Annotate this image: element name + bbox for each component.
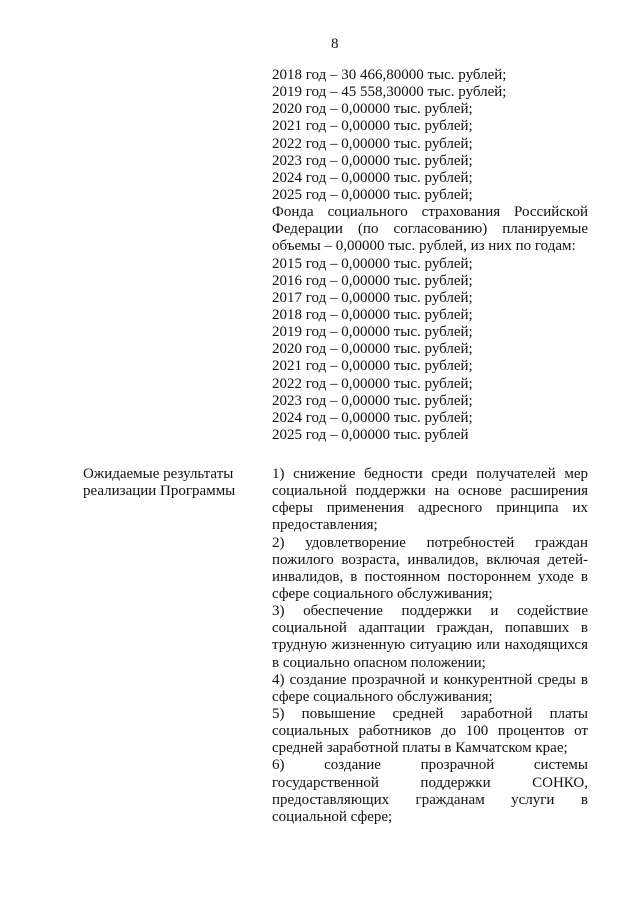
funding-year-line: 2024 год – 0,00000 тыс. рублей; xyxy=(272,169,473,186)
funding-block xyxy=(272,67,588,444)
result-item-line: сферы применения адресного принципа их xyxy=(272,500,588,517)
result-item-line: 2) удовлетворение потребностей граждан xyxy=(272,534,588,551)
result-item-line: социальных работников до 100 процентов от xyxy=(272,723,588,740)
page-number: 8 xyxy=(331,36,339,52)
fss-year-line: 2023 год – 0,00000 тыс. рублей; xyxy=(272,392,473,409)
label-line: Ожидаемые результаты xyxy=(83,466,234,482)
fss-year-line: 2016 год – 0,00000 тыс. рублей; xyxy=(272,272,473,289)
result-item-line: социальной поддержки на основе расширения xyxy=(272,483,588,500)
result-item xyxy=(272,466,588,535)
fss-intro-line: объемы – 0,00000 тыс. рублей, из них по годам: xyxy=(272,238,576,255)
result-item-line: 1) снижение бедности среди получателей мер xyxy=(272,466,588,482)
result-item-line: предоставляющих гражданам услуги в xyxy=(272,791,588,808)
funding-year-line: 2021 год – 0,00000 тыс. рублей; xyxy=(272,118,473,135)
result-item xyxy=(272,672,588,706)
fss-year-line: 2017 год – 0,00000 тыс. рублей; xyxy=(272,289,473,306)
result-item-line: средней заработной платы в Камчатском крае; xyxy=(272,740,568,757)
result-item xyxy=(272,706,588,757)
fss-year-line: 2015 год – 0,00000 тыс. рублей; xyxy=(272,255,473,272)
expected-results-list xyxy=(272,466,588,826)
fss-year-line: 2019 год – 0,00000 тыс. рублей; xyxy=(272,324,473,341)
result-item-line: 3) обеспечение поддержки и содействие xyxy=(272,603,588,620)
funding-year-line: 2022 год – 0,00000 тыс. рублей; xyxy=(272,135,473,152)
result-item-line: трудную жизненную ситуацию или находящихся xyxy=(272,637,588,654)
result-item xyxy=(272,757,588,826)
fss-year-line: 2018 год – 0,00000 тыс. рублей; xyxy=(272,306,473,323)
row-label-expected-results xyxy=(83,466,263,500)
funding-year-line: 2018 год – 30 466,80000 тыс. рублей; xyxy=(272,67,507,83)
label-line: реализации Программы xyxy=(83,483,236,500)
fss-year-line: 2022 год – 0,00000 тыс. рублей; xyxy=(272,375,473,392)
funding-year-line: 2020 год – 0,00000 тыс. рублей; xyxy=(272,101,473,118)
result-item-line: сфере социального обслуживания; xyxy=(272,585,493,602)
funding-year-line: 2025 год – 0,00000 тыс. рублей; xyxy=(272,186,473,203)
fss-intro-line: Федерации (по согласованию) планируемые xyxy=(272,221,588,238)
result-item-line: социальной сфере; xyxy=(272,808,393,825)
result-item-line: инвалидов, в постоянном постороннем уходе в xyxy=(272,568,588,585)
fss-year-line: 2025 год – 0,00000 тыс. рублей xyxy=(272,426,469,443)
result-item-line: государственной поддержки СОНКО, xyxy=(272,774,588,791)
result-item-line: сфере социального обслуживания; xyxy=(272,688,493,705)
result-item-line: 4) создание прозрачной и конкурентной среды в xyxy=(272,671,588,688)
fss-intro-line: Фонда социального страхования Российской xyxy=(272,204,588,221)
funding-year-line: 2023 год – 0,00000 тыс. рублей; xyxy=(272,152,473,169)
result-item-line: предоставления; xyxy=(272,517,378,534)
result-item-line: пожилого возраста, инвалидов, включая детей- xyxy=(272,551,588,568)
result-item xyxy=(272,603,588,672)
result-item-line: 6) создание прозрачной системы xyxy=(272,757,588,774)
fss-year-line: 2024 год – 0,00000 тыс. рублей; xyxy=(272,409,473,426)
result-item xyxy=(272,535,588,604)
result-item-line: социальной адаптации граждан, попавших в xyxy=(272,620,588,637)
fss-year-line: 2021 год – 0,00000 тыс. рублей; xyxy=(272,358,473,375)
result-item-line: в социально опасном положении; xyxy=(272,654,486,671)
fss-year-line: 2020 год – 0,00000 тыс. рублей; xyxy=(272,341,473,358)
result-item-line: 5) повышение средней заработной платы xyxy=(272,705,588,722)
funding-year-line: 2019 год – 45 558,30000 тыс. рублей; xyxy=(272,84,507,101)
